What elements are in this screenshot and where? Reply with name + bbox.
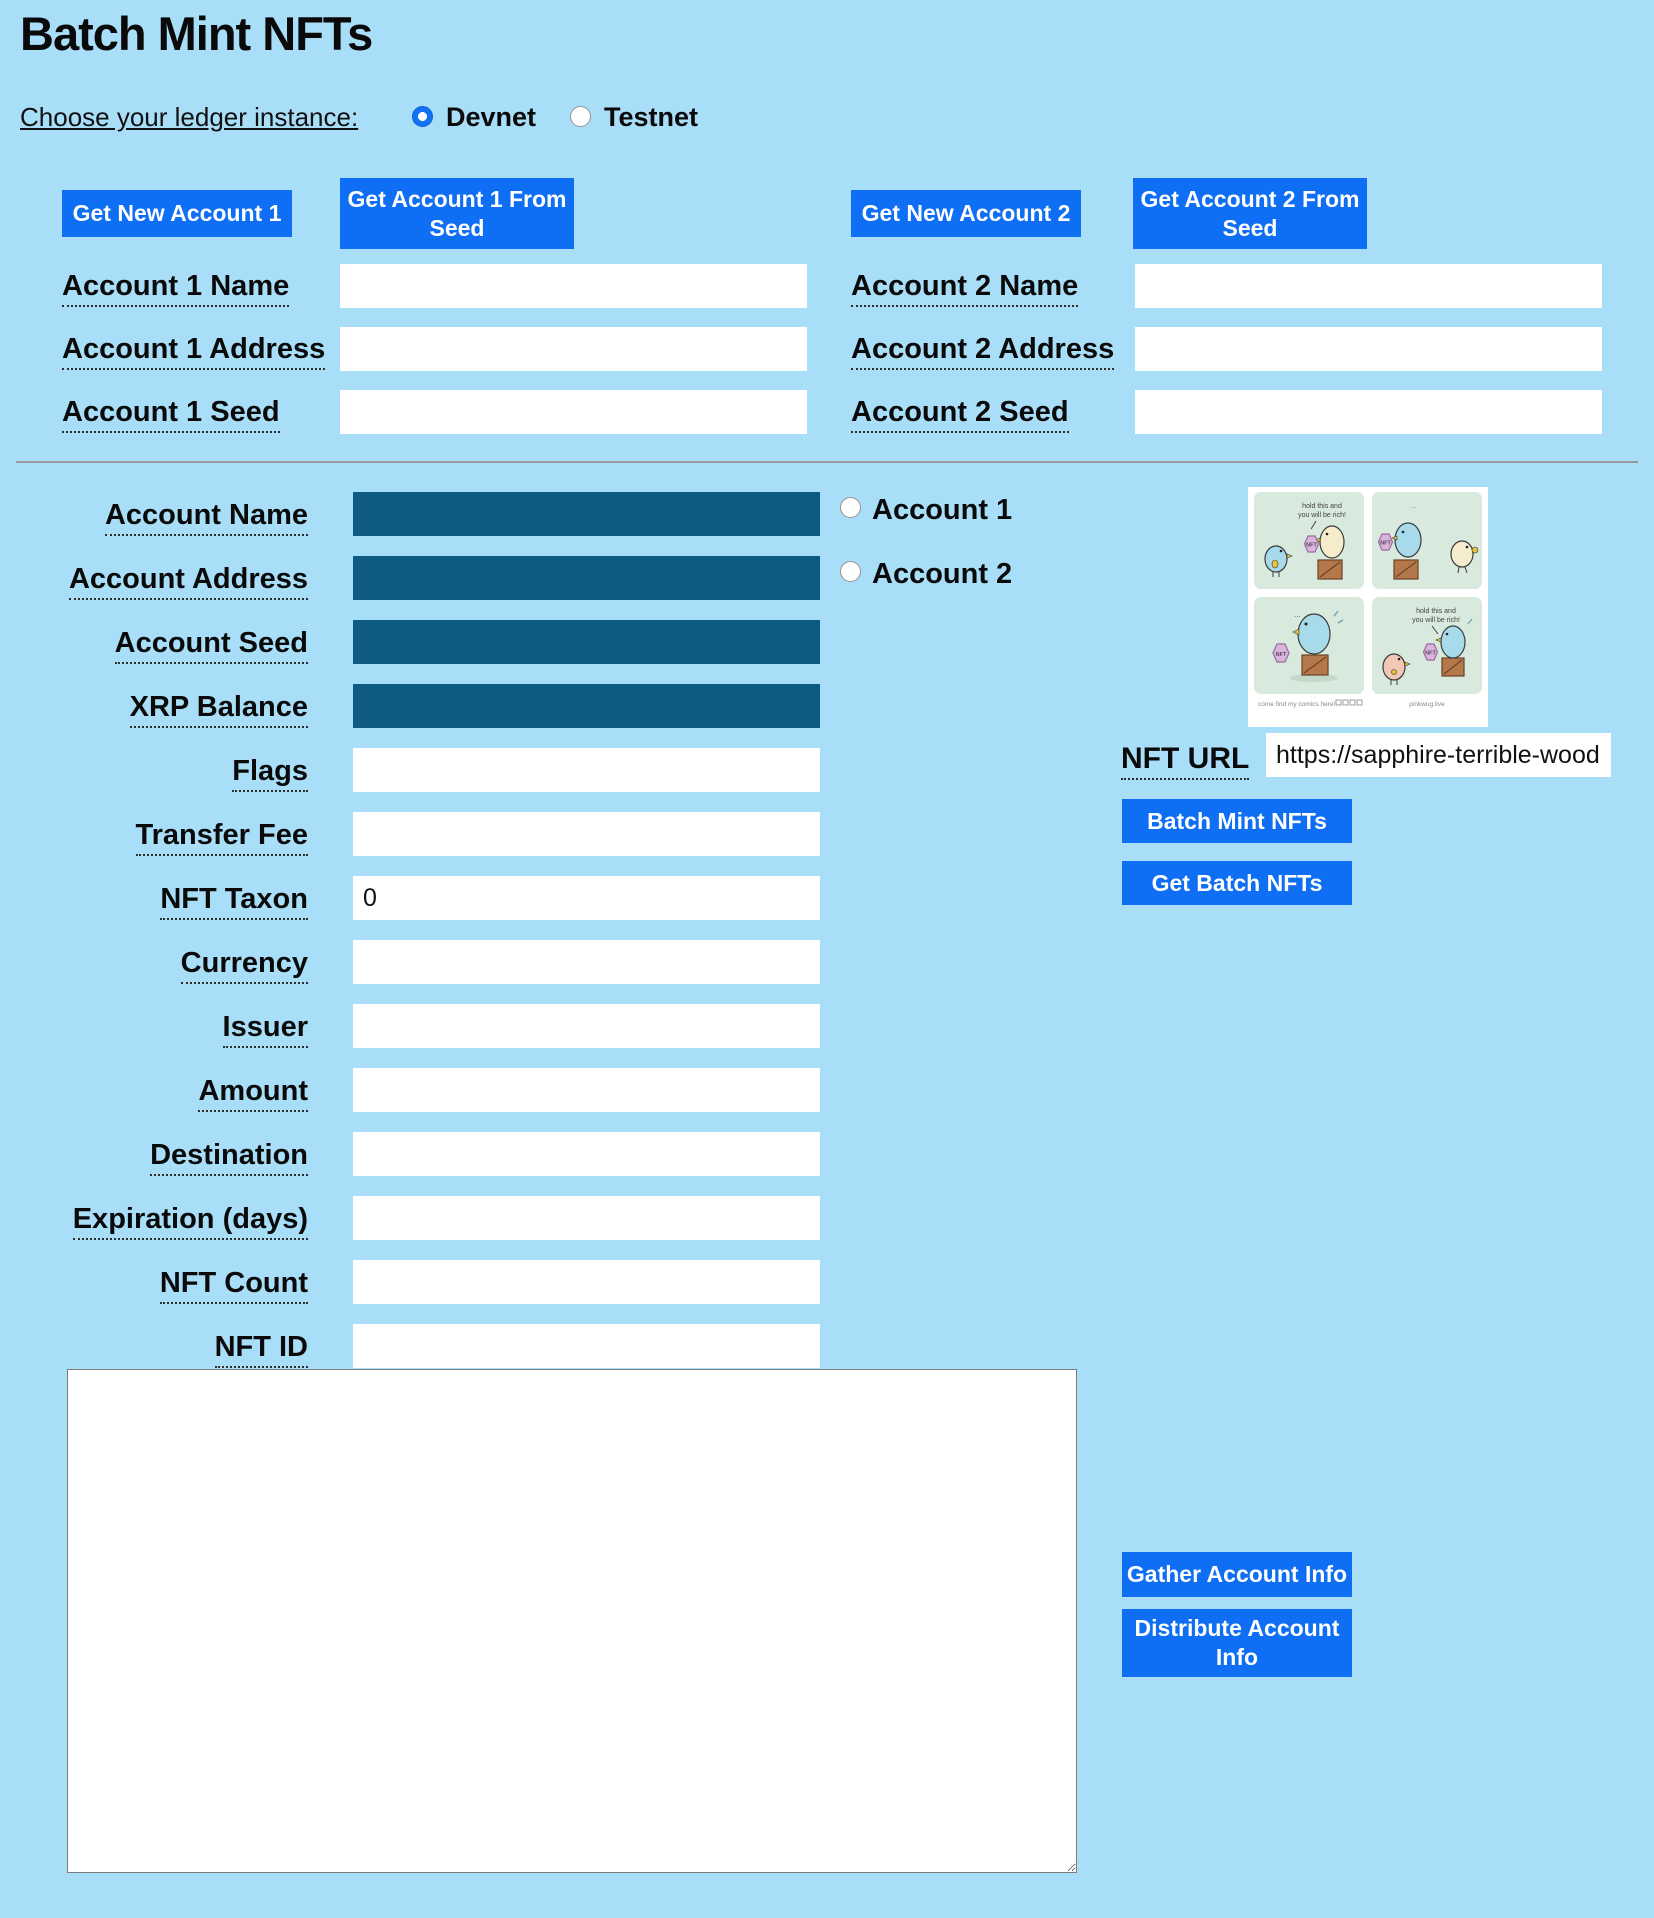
account-2-radio[interactable] (840, 561, 861, 582)
get-account-2-from-seed-button[interactable]: Get Account 2 From Seed (1133, 178, 1367, 249)
get-account-1-from-seed-button[interactable]: Get Account 1 From Seed (340, 178, 574, 249)
account-1-address-input[interactable] (340, 327, 807, 371)
distribute-account-info-button[interactable]: Distribute Account Info (1122, 1609, 1352, 1677)
nft-comic-image (1248, 487, 1488, 727)
section-divider (16, 461, 1638, 463)
results-textarea[interactable] (67, 1369, 1077, 1873)
devnet-label: Devnet (446, 102, 537, 132)
svg-text:you will be rich!: you will be rich! (1412, 617, 1460, 624)
account-2-name-label: Account 2 Name (851, 270, 1078, 303)
flags-label: Flags (20, 755, 308, 788)
nft-url-input[interactable] (1266, 733, 1611, 777)
account-name-label: Account Name (20, 499, 308, 532)
expiration-days-label: Expiration (days) (20, 1203, 308, 1236)
nft-comic-svg (1254, 492, 1482, 722)
nft-url-label: NFT URL (1121, 742, 1249, 776)
destination-input[interactable] (353, 1132, 820, 1176)
account-1-seed-input[interactable] (340, 390, 807, 434)
svg-text:NFT: NFT (1275, 652, 1287, 658)
get-batch-nfts-button[interactable]: Get Batch NFTs (1122, 861, 1352, 905)
svg-text:NFT: NFT (1380, 540, 1391, 547)
account-address-label: Account Address (20, 563, 308, 596)
nft-id-input[interactable] (353, 1324, 820, 1368)
xrp-balance-label: XRP Balance (20, 691, 308, 724)
ledger-instance-label: Choose your ledger instance: (20, 102, 359, 132)
account-seed-label: Account Seed (20, 627, 308, 660)
currency-input[interactable] (353, 940, 820, 984)
svg-text:..: .. (1412, 503, 1416, 510)
svg-text:hold this and: hold this and (1302, 503, 1342, 510)
nft-taxon-label: NFT Taxon (20, 883, 308, 916)
account-1-seed-label: Account 1 Seed (62, 396, 280, 429)
svg-text:NFT: NFT (1306, 542, 1317, 549)
flags-input[interactable] (353, 748, 820, 792)
account-name-input[interactable] (353, 492, 820, 536)
testnet-radio[interactable] (570, 106, 591, 127)
testnet-label: Testnet (604, 102, 699, 132)
svg-text:hold this and: hold this and (1416, 608, 1456, 615)
get-new-account-2-button[interactable]: Get New Account 2 (851, 190, 1081, 237)
account-1-name-input[interactable] (340, 264, 807, 308)
social-icons (1336, 700, 1362, 705)
xrp-balance-input[interactable] (353, 684, 820, 728)
nft-id-label: NFT ID (20, 1331, 308, 1364)
account-2-name-input[interactable] (1135, 264, 1602, 308)
transfer-fee-label: Transfer Fee (20, 819, 308, 852)
destination-label: Destination (20, 1139, 308, 1172)
svg-text:you will be rich!: you will be rich! (1298, 512, 1346, 519)
issuer-label: Issuer (20, 1011, 308, 1044)
batch-mint-nfts-button[interactable]: Batch Mint NFTs (1122, 799, 1352, 843)
account-1-radio[interactable] (840, 497, 861, 518)
comic-caption-right: pinkwug.live (1409, 701, 1445, 708)
account-1-address-label: Account 1 Address (62, 333, 325, 366)
account-1-radio-label: Account 1 (872, 494, 1013, 526)
issuer-input[interactable] (353, 1004, 820, 1048)
account-seed-input[interactable] (353, 620, 820, 664)
account-2-seed-label: Account 2 Seed (851, 396, 1069, 429)
nft-count-label: NFT Count (20, 1267, 308, 1300)
nft-taxon-input[interactable] (353, 876, 820, 920)
comic-caption-left: come find my comics here! (1258, 701, 1336, 708)
transfer-fee-input[interactable] (353, 812, 820, 856)
account-2-address-label: Account 2 Address (851, 333, 1114, 366)
svg-text:...: ... (1294, 610, 1301, 619)
amount-label: Amount (20, 1075, 308, 1108)
expiration-days-input[interactable] (353, 1196, 820, 1240)
account-1-name-label: Account 1 Name (62, 270, 289, 303)
nft-count-input[interactable] (353, 1260, 820, 1304)
get-new-account-1-button[interactable]: Get New Account 1 (62, 190, 292, 237)
account-2-radio-label: Account 2 (872, 558, 1013, 590)
devnet-radio[interactable] (412, 106, 433, 127)
account-address-input[interactable] (353, 556, 820, 600)
account-2-seed-input[interactable] (1135, 390, 1602, 434)
currency-label: Currency (20, 947, 308, 980)
svg-text:NFT: NFT (1425, 650, 1436, 657)
gather-account-info-button[interactable]: Gather Account Info (1122, 1552, 1352, 1597)
account-2-address-input[interactable] (1135, 327, 1602, 371)
page-title: Batch Mint NFTs (20, 7, 373, 60)
amount-input[interactable] (353, 1068, 820, 1112)
